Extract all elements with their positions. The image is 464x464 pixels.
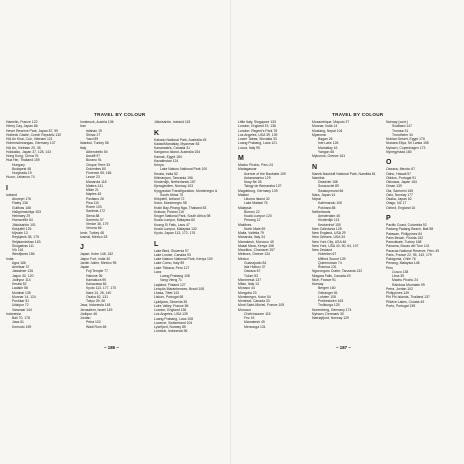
index-entry: Kalaw/Mandalay, Myanmar 83 xyxy=(154,141,200,146)
index-column xyxy=(154,120,226,334)
index-entry: Innsbruck, Austria 136 xyxy=(80,120,114,124)
index-entry: Bali 70, 178 xyxy=(12,316,30,320)
index-entry: Nice, France 91 xyxy=(312,277,336,282)
index-entry: South Africa 75 xyxy=(160,192,183,197)
index-entry: Istanbul, Turkey 58 xyxy=(80,141,109,146)
index-entry: Oslo, Norway 177 xyxy=(386,192,413,197)
index-entry: New Caledonia 125 xyxy=(312,226,342,231)
index-entry: Kinderdijk, Netherlands 157 xyxy=(154,180,196,184)
index-entry: London: Regent's Park 78 xyxy=(238,128,278,133)
index-spacer xyxy=(154,124,226,128)
index-entry: New York City, USA 46 xyxy=(312,239,347,244)
index-entry: Jaipur Fort, India 30 xyxy=(80,256,111,261)
index-entry: Deadvlei 158 xyxy=(318,180,338,184)
index-entry: Queenstown 74 xyxy=(318,260,342,265)
index-entry: Luang Prabang, Laos 121 xyxy=(238,141,278,146)
index-entry: Tromsø 31 xyxy=(392,128,409,133)
index-entry: Likoma Island 32 xyxy=(244,197,270,201)
index-entry: Hveravellir 54 xyxy=(12,218,33,223)
index-entry: Krabi Bay-Phang Nga, Thailand 83 xyxy=(154,205,207,210)
index-entry: Lake Nakuru National Park, Kenya 100 xyxy=(154,257,213,261)
index-entry: Lower Tatras, Slovakia 33 xyxy=(238,137,277,141)
index-entry: Positano 26 xyxy=(86,196,104,201)
index-entry: Italy xyxy=(80,145,87,150)
index-entry: Nuremberg, Germany 174 xyxy=(312,307,352,312)
index-entry: Laos xyxy=(154,269,162,274)
index-entry: Oaxaca 67 xyxy=(244,269,261,274)
index-entry: Osaka 62, 131 xyxy=(86,294,109,299)
running-header: TRAVEL BY COLOUR xyxy=(94,112,146,117)
index-entry: Mykonos, Greece 161 xyxy=(312,154,346,158)
index-entry: Amalfi 97 xyxy=(86,154,101,158)
index-entry: Dolomites 80 xyxy=(86,166,106,171)
index-entry: Kanazawa 84 xyxy=(86,282,107,286)
index-entry: Kamakura 90 xyxy=(86,277,107,282)
index-entry: Izmir, Turkey 48 xyxy=(80,230,104,235)
index-entry: Netherlands xyxy=(312,209,331,214)
index-entry: Munnar 14, 124 xyxy=(12,294,36,299)
index-entry: Gullfoss 168 xyxy=(12,205,31,210)
index-entry: Java 61 xyxy=(12,320,24,325)
index-entry: Palm Beach, Florida 152 xyxy=(386,235,424,240)
index-entry: Venice 36, 179 xyxy=(86,222,109,226)
index-entry: Malawi xyxy=(238,192,249,197)
index-entry: Jodhpur 114 xyxy=(12,277,31,282)
index-entry: Lake Como, Italy 89 xyxy=(154,261,185,266)
index-section-letter: I xyxy=(6,184,8,192)
index-entry: London, England 136 xyxy=(154,308,187,312)
index-entry: Skógafoss 111 xyxy=(12,243,34,248)
index-entry: Oman 139 xyxy=(386,184,402,189)
index-entry: Kyrgyzstan Transfiguration, Montenegro & xyxy=(154,188,218,193)
index-entry: Jaipur 30, 120 xyxy=(12,273,34,278)
index-entry: Magdeburg, Germany 139 xyxy=(238,188,278,193)
index-entry: Naples 45 xyxy=(86,192,102,197)
index-entry: Mozambique, Maputo 27 xyxy=(312,120,350,124)
index-entry: Kananaskis, Canada 31 xyxy=(154,146,191,150)
index-entry: Fuji Temple 77 xyxy=(86,269,108,274)
index-entry: Cusco 138 xyxy=(392,269,409,274)
index-spacer xyxy=(6,180,78,184)
index-entry: Marrakesh 49 xyxy=(244,320,265,325)
index-entry: Nyhavn, Denmark 30 xyxy=(312,311,344,316)
index-entry: Jardin Julien, Mexico 95 xyxy=(80,260,117,265)
index-entry: Norway xyxy=(312,282,324,286)
index-entry: Yazd 89 xyxy=(86,137,99,141)
index-entry: Loire Valley, France 56 xyxy=(154,303,189,308)
index-entry: Hever Reserve Park, Japan 87, 99 xyxy=(6,128,59,133)
index-entry: Borneo 22 xyxy=(244,209,260,214)
index-entry: Udaipur 72 xyxy=(12,303,29,308)
index-entry: Lombok, Indonesia 96 xyxy=(154,329,188,334)
index-entry: Mexico xyxy=(238,256,249,261)
index-entry: India xyxy=(6,256,14,261)
index-entry: Peru xyxy=(386,265,394,270)
index-entry: Nubian Desert, Egypt 176 xyxy=(386,137,425,141)
index-entry: Machu Picchu 24 xyxy=(392,278,419,283)
index-entry: Nara 14, 26, 140 xyxy=(86,290,112,295)
index-section-letter: K xyxy=(154,129,160,137)
index-entry: Mývatn 13 xyxy=(12,231,28,235)
index-entry: Montenegro, Kotor 54 xyxy=(238,294,271,299)
index-column xyxy=(80,120,152,329)
index-entry: Guanajuato 84 xyxy=(244,260,267,265)
index-entry: Hallgrímskirkja 153 xyxy=(12,209,41,214)
index-entry: Kerala 52 xyxy=(12,282,27,286)
index-entry: Verona 66 xyxy=(86,226,102,231)
index-entry: Jaisalmer 126 xyxy=(12,269,34,274)
index-entry: Japan xyxy=(80,265,90,269)
index-entry: Milford Sound 139 xyxy=(318,256,346,261)
index-entry: Patagonia, Chile 76 xyxy=(386,257,416,261)
index-entry: Tsingy de Bemaraha 137 xyxy=(244,184,282,189)
index-entry: Masai Mara, Kenya 158 xyxy=(238,243,274,248)
index-entry: Burano 91 xyxy=(86,158,102,163)
index-entry: Petra, Jordan 102 xyxy=(386,286,413,291)
index-entry: Hua Hin, Thailand 159 xyxy=(6,158,40,163)
index-entry: Fez 43 xyxy=(244,316,255,320)
index-section-letter: O xyxy=(386,159,392,167)
index-entry: Geiranger 81 xyxy=(318,290,338,295)
index-entry: Norway (cont.) xyxy=(386,120,409,124)
index-entry: Luang Prabang, Laos 108 xyxy=(154,316,194,321)
index-entry: Chefchaouen 115 xyxy=(244,311,271,316)
index-entry: Oxford, England 16 xyxy=(386,205,416,210)
index-entry: Penang, Malaysia 148 xyxy=(386,261,420,266)
index-entry: Japan: Kobe 148, 152 xyxy=(80,252,114,257)
index-entry: Karnak, Egypt 184 xyxy=(154,154,182,159)
index-entry: Plitvice Lakes, Croatia 49 xyxy=(386,299,425,304)
index-entry: Lake Titicaca, Peru 127 xyxy=(154,265,190,270)
index-entry: Milan, Italy 13 xyxy=(238,282,259,286)
index-column xyxy=(238,120,310,329)
index-entry: Pushkar 51 xyxy=(12,299,30,303)
index-entry: Nyhavn, Copenhagen 173 xyxy=(386,145,426,150)
index-entry: Seljalandsfoss 163 xyxy=(12,239,41,244)
index-entry: Bergen 160 xyxy=(318,286,336,291)
index-section-letter: L xyxy=(154,240,159,248)
index-entry: Budapest 48 xyxy=(12,166,32,171)
page-number: ~ 186 ~ xyxy=(104,345,119,350)
index-entry: Lysefjord, Norway 85 xyxy=(154,325,186,329)
index-entry: Antananarivo 129 xyxy=(244,175,271,180)
index-entry: Flatey 136 xyxy=(12,201,28,206)
index-entry: Hội An Khai, Cuô, Vietnam 121 xyxy=(6,137,53,141)
index-entry: Meteora, Greece 134 xyxy=(238,252,271,257)
index-entry: Kuang Si Falls, Laos 47 xyxy=(154,222,190,227)
index-entry: Vík 161 xyxy=(12,248,24,252)
index-entry: Hội An, Vietnam 20, 35 xyxy=(6,145,41,150)
index-entry: Paris, France 22, 95, 143, 179 xyxy=(386,252,432,257)
index-entry: Little Italy, Singapore 133 xyxy=(238,120,277,124)
index-entry: Cinque Terre 33 xyxy=(86,162,111,167)
index-entry: Monaco 44 xyxy=(238,286,255,291)
index-entry: Hong Kong, China 76 xyxy=(6,154,39,158)
index-entry: Osaka, Japan 62 xyxy=(386,197,412,201)
index-entry: New Orleans, USA 34 xyxy=(312,235,345,240)
index-entry: Kakadu National Park, Australia 45 xyxy=(154,137,207,142)
index-entry: Florence 55, 166 xyxy=(86,171,112,175)
index-entry: New York, USA 40, 50, 64, 107 xyxy=(312,243,359,248)
index-entry: Pamukkale, Turkey 168 xyxy=(386,240,422,244)
index-entry: Lake Nakuru National Park 100 xyxy=(160,167,208,172)
index-entry: Iran xyxy=(80,124,86,129)
index-entry: Nuwara Eliya, Sri Lanka 155 xyxy=(386,141,429,146)
index-entry: Ladakh 58 xyxy=(12,286,28,291)
index-entry: Kuala Lumpur, Malaysia 60 xyxy=(154,218,195,223)
index-entry: Otago, NZ 17 xyxy=(386,201,407,206)
index-entry: Los Angeles, USA 139 xyxy=(154,312,188,317)
index-entry: Rotorua 131 xyxy=(318,265,337,269)
index-entry: Swakopmund 66 xyxy=(318,188,344,193)
index-entry: Pokhara 88 xyxy=(318,205,336,210)
index-entry: Hobbiton 67 xyxy=(318,252,337,257)
index-entry: Siena 88 xyxy=(86,213,100,218)
index-column xyxy=(6,120,78,329)
index-entry: Shiraz 27 xyxy=(86,132,101,137)
index-entry: Petra 102 xyxy=(86,320,101,325)
index-entry: Kathmandu 106 xyxy=(318,201,342,206)
index-entry: Kazakhstan 124 xyxy=(154,158,179,163)
index-entry: Avenue of the Baobabs 109 xyxy=(244,171,286,176)
index-entry: Milan 21 xyxy=(86,188,99,192)
index-section-letter: J xyxy=(80,244,84,252)
index-entry: Indonesia xyxy=(6,311,21,316)
index-entry: Kyoto 113, 177, 170 xyxy=(86,286,117,291)
index-entry: Merzouga 131 xyxy=(244,324,266,329)
index-entry: Luang Prabang 108 xyxy=(160,274,190,278)
index-entry: Pisa 110 xyxy=(86,200,99,205)
index-entry: New Zealand xyxy=(312,248,332,252)
index-entry: Namibia xyxy=(312,175,325,180)
index-entry: Mauritius, Chamarel 157 xyxy=(238,248,275,252)
index-entry: Oahu, Hawaii 57 xyxy=(386,171,412,176)
right-page xyxy=(236,0,460,464)
index-entry: Nyíregyháza 180 xyxy=(386,149,412,154)
index-entry: Ngorongoro Crater, Tanzania 132 xyxy=(312,269,363,274)
index-entry: Iceland xyxy=(6,192,17,197)
index-entry: Mumbai 135 xyxy=(12,290,31,295)
index-entry: Nepal xyxy=(312,197,321,201)
index-entry: Kirkjufell, Iceland 72 xyxy=(154,197,185,201)
index-entry: North Male 69 xyxy=(244,226,266,231)
index-entry: Okinawa, Japan 154 xyxy=(386,180,417,184)
index-section-letter: M xyxy=(238,155,244,162)
index-entry: Lake Louise, Canada 93 xyxy=(154,252,191,257)
index-entry: Obidos, Portugal 91 xyxy=(386,175,416,180)
index-entry: Yangon 65 xyxy=(318,149,335,154)
index-entry: Varanasi 144 xyxy=(12,307,32,312)
index-spacer xyxy=(386,154,458,158)
index-entry: Hohenschwangau, Germany 137 xyxy=(6,141,56,146)
index-entry: Hungary xyxy=(12,162,25,167)
index-entry: Rome 103 xyxy=(86,205,102,209)
index-entry: Keukenhof 150 xyxy=(318,222,341,227)
index-entry: Morocco xyxy=(238,307,252,312)
index-entry: Preikestolen 163 xyxy=(318,299,344,303)
index-entry: Jordan xyxy=(80,316,91,320)
index-entry: Malaysia xyxy=(238,205,252,210)
index-entry: Heimaey 29 xyxy=(12,214,31,218)
index-entry: Akureyri 176 xyxy=(12,197,32,201)
index-entry: Pacific Coast, Colombia 92 xyxy=(386,223,427,227)
index-spacer xyxy=(386,210,458,214)
index-entry: Kangaroo Island, Australia 154 xyxy=(154,150,201,155)
page-number: ~ 187 ~ xyxy=(336,345,351,350)
index-entry: Paracas National Reserve, Peru 49 xyxy=(386,248,440,253)
index-section-letter: N xyxy=(312,163,318,171)
index-entry: Tulum 53 xyxy=(244,273,259,278)
index-entry: Mandalay 16 xyxy=(318,145,338,150)
index-entry: Machu Picchu, Peru 24 xyxy=(238,163,274,167)
index-entry: Lima 39 xyxy=(392,274,405,278)
index-entry: Madagascar xyxy=(238,167,257,172)
index-entry: Kinderdijk 113 xyxy=(318,218,340,223)
index-entry: New England, USA 29 xyxy=(312,231,346,235)
index-entry: Munnar, India 14 xyxy=(312,124,338,129)
index-columns xyxy=(236,120,460,356)
index-entry: Kjeragbolten, Norway 103 xyxy=(154,184,194,189)
index-entry: Lhasa, Tibet 143 xyxy=(154,291,180,295)
index-entry: Niagara Falls, Canada 49 xyxy=(312,273,351,278)
index-entry: Matera 141 xyxy=(86,183,104,188)
index-entry: Jerusalem, Israel 149 xyxy=(80,307,113,312)
index-entry: Padang Padang Beach, Bali 58 xyxy=(386,227,434,232)
index-entry: Kuala Lumpur 120 xyxy=(244,214,272,218)
index-entry: Nara, Japan 14 xyxy=(312,192,336,197)
index-spacer xyxy=(154,235,226,239)
index-entry: Nærøyfjord, Norway 129 xyxy=(312,316,349,320)
index-entry: Kenya xyxy=(154,163,164,167)
index-entry: Myanmar xyxy=(312,132,327,137)
index-entry: Trolltunga 125 xyxy=(318,303,340,308)
index-entry: Isfahan 19 xyxy=(86,128,102,133)
index-entry: Jökulsárlón, Iceland 115 xyxy=(154,120,191,124)
index-entry: London, England 19, 136 xyxy=(238,124,276,129)
index-entry: Penang 12 xyxy=(244,218,261,223)
index-entry: Komodo 159 xyxy=(12,324,32,329)
index-entry: Kotor, Montenegro 98 xyxy=(154,201,187,206)
index-entry: Krakow, Poland 116 xyxy=(154,209,184,214)
index-spacer xyxy=(238,150,310,154)
index-section-letter: P xyxy=(386,215,391,222)
index-entry: Phi Phi Islands, Thailand 137 xyxy=(386,295,430,300)
index-entry: Sardinia 172 xyxy=(86,209,106,214)
index-entry: Lapland, Finland 127 xyxy=(154,282,186,287)
index-entry: Maldives xyxy=(238,222,252,227)
running-header: TRAVEL BY COLOUR xyxy=(332,112,384,117)
index-entry: Izamal, Mexico 28 xyxy=(80,234,108,239)
index-entry: Nosy Be 28 xyxy=(244,180,262,184)
index-entry: Vang Vieng 71 xyxy=(160,278,182,283)
index-entry: Namib-Naukluft National Park, Namibia 81 xyxy=(312,171,376,176)
index-entry: Philippines 149 xyxy=(386,291,409,295)
index-entry: Inle Lake 126 xyxy=(318,141,339,146)
index-entry: Isla Holbox 37 xyxy=(244,265,266,269)
index-entry: Mongolia 23 xyxy=(238,290,257,295)
index-entry: Mont Saint-Michel, France 105 xyxy=(238,303,285,308)
index-entry: Kyoto, Japan 113, 172, 176 xyxy=(154,231,196,235)
index-entry: Kilimanjaro, Tanzania 156 xyxy=(154,175,193,180)
index-entry: Trondheim 34 xyxy=(392,132,413,137)
index-entry: Hurghada 19 xyxy=(12,171,32,175)
index-entry: Montreal, Canada 33 xyxy=(238,299,270,303)
index-entry: Palawan, Philippines 84 xyxy=(386,231,423,236)
index-entry: Kerala, India 52 xyxy=(154,171,178,176)
index-entry: Lisbon, Portugal 68 xyxy=(154,295,184,300)
index-entry: Kruger National Park, South Africa 98 xyxy=(154,214,211,218)
index-entry: Sorrento 57 xyxy=(86,217,104,222)
index-entry: Amsterdam 46 xyxy=(318,214,341,218)
index-entry: Wadi Rum 65 xyxy=(86,324,107,329)
left-page xyxy=(4,0,228,464)
index-entry: Oaxaca, Mexico 67 xyxy=(386,167,416,172)
index-entry: Lucerne, Switzerland 104 xyxy=(154,320,193,325)
index-entry: Lofoten 108 xyxy=(318,294,336,299)
index-entry: Kirkjufell 125 xyxy=(12,226,32,231)
index-entry: Kuala Lumpur, Malaysia 132 xyxy=(154,226,197,231)
index-columns xyxy=(4,120,228,356)
index-entry: Panama, Bocas del Toro 141 xyxy=(386,244,430,249)
index-entry: Jodhpur 46 xyxy=(80,311,97,316)
index-entry: Java, Indonesia 148 xyxy=(80,303,111,308)
index-entry: Lake Bled, Slovenia 97 xyxy=(154,248,189,253)
index-entry: Lecce 23 xyxy=(86,175,100,180)
index-entry: Lucca, Italy 95 xyxy=(238,145,260,150)
index-entry: Micronesia 137 xyxy=(238,277,261,282)
index-entry: Manarola, Italy 34 xyxy=(238,235,265,240)
book-gutter xyxy=(230,0,232,464)
index-entry: Reykjavík 38, 175 xyxy=(12,235,39,240)
index-spacer xyxy=(80,239,152,243)
index-column xyxy=(312,120,384,320)
index-entry: Svalbard 147 xyxy=(392,124,412,129)
index-entry: Amritsar 37 xyxy=(12,265,30,269)
index-entry: Oia, Santorini 165 xyxy=(386,188,414,193)
index-entry: Jökulsárlón 101 xyxy=(12,222,36,227)
index-entry: Henry Cay, Japan 86 xyxy=(6,124,38,129)
index-entry: Agra 166 xyxy=(12,260,26,265)
index-entry: Sossusvlei 89 xyxy=(318,184,339,189)
index-entry: Hakone 36 xyxy=(86,273,103,278)
index-entry: Bagan 26 xyxy=(318,137,333,141)
index-column xyxy=(386,120,458,308)
index-entry: Lake Malawi 75 xyxy=(244,201,268,206)
index-entry: Manarola 118 xyxy=(86,179,107,184)
index-entry: Los Angeles, USA 39, 139 xyxy=(238,132,278,137)
index-entry: Holbeck Castle, Czech Republic 130 xyxy=(6,132,62,137)
index-entry: Alberobello 54 xyxy=(86,149,108,154)
index-entry: Lençóis Maranhenses, Brazil 108 xyxy=(154,286,205,291)
index-entry: Westfjords 156 xyxy=(12,252,35,257)
index-entry: Ljubljana, Slovenia 35 xyxy=(154,299,188,304)
index-entry: Tokyo 39, 60 xyxy=(86,299,106,303)
index-entry: Mustang, Nepal 104 xyxy=(312,128,343,133)
index-entry: Hokkaido, Japan 37, 128, 143 xyxy=(6,149,52,154)
index-spacer xyxy=(312,158,384,162)
index-entry: Hamelin, France 122 xyxy=(6,120,38,124)
index-entry: Huzur, Lebanon 74 xyxy=(6,175,35,180)
index-entry: Malta, Valletta 79 xyxy=(238,231,264,235)
index-entry: Marrakesh, Morocco 49 xyxy=(238,239,274,244)
index-entry: Rainbow Mountain 99 xyxy=(392,282,425,287)
index-entry: Porto, Portugal 159 xyxy=(386,303,416,308)
